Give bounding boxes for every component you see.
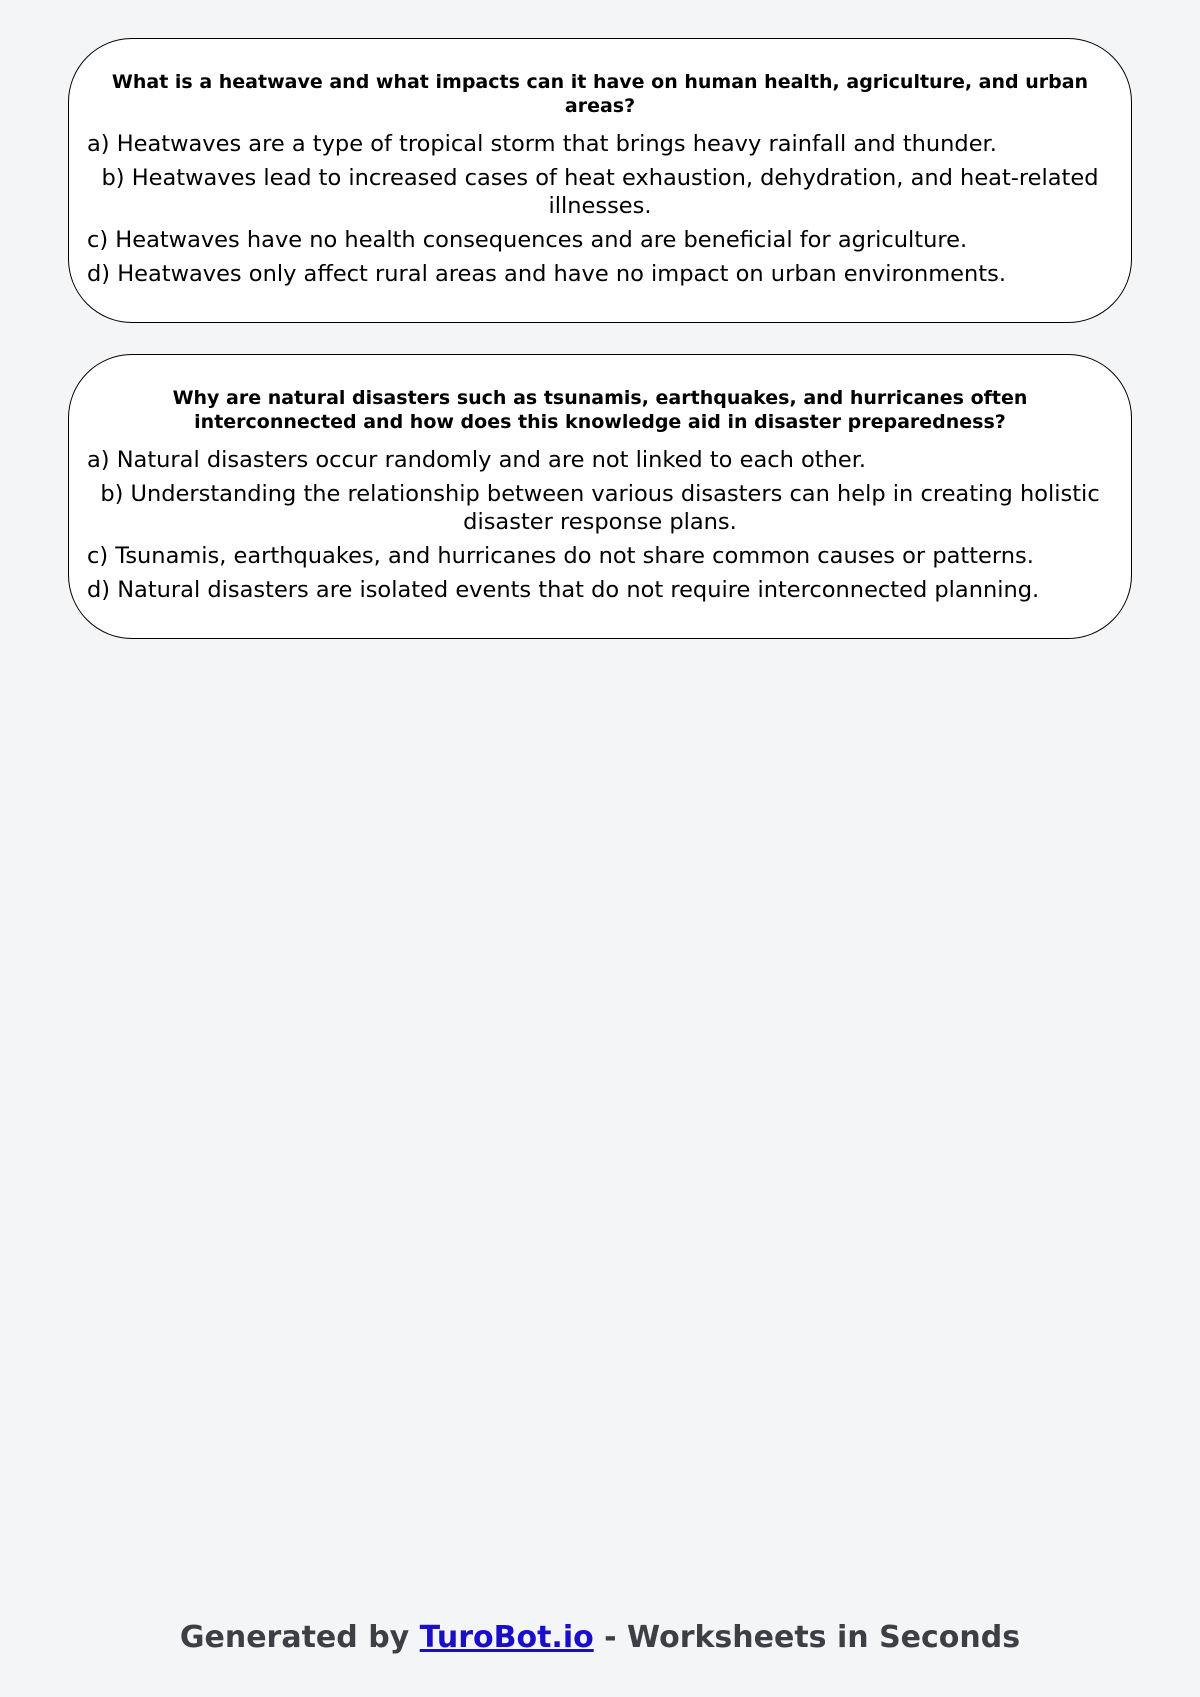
- turobot-link[interactable]: TuroBot.io: [419, 1620, 594, 1655]
- answer-option-b: b) Heatwaves lead to increased cases of heat exhaustion, dehydration, and heat-related illnesses.: [101, 165, 1099, 219]
- answer-option-a: a) Heatwaves are a type of tropical storm that brings heavy rainfall and thunder.: [87, 131, 997, 157]
- footer-credit: [0, 1618, 1200, 1658]
- question-list: [68, 38, 1132, 670]
- answer-options: [87, 446, 1113, 604]
- footer-suffix: - Worksheets in Seconds: [593, 1620, 1021, 1655]
- answer-option-d: d) Natural disasters are isolated events that do not require interconnected planning.: [87, 577, 1040, 603]
- answer-option-d: d) Heatwaves only affect rural areas and have no impact on urban environments.: [87, 261, 1006, 287]
- question-card-2: [68, 354, 1132, 639]
- answer-option-b: b) Understanding the relationship between various disasters can help in creating holistic disaster response plans.: [100, 481, 1100, 535]
- question-card-1: [68, 38, 1132, 323]
- question-text: Why are natural disasters such as tsunamis, earthquakes, and hurricanes often interconnected and how does this knowledge aid in disaster preparedness?: [172, 387, 1028, 433]
- answer-option-c: c) Heatwaves have no health consequences and are beneficial for agriculture.: [87, 227, 968, 253]
- answer-options: [87, 130, 1113, 288]
- footer-prefix: Generated by: [179, 1620, 420, 1655]
- question-text: What is a heatwave and what impacts can it have on human health, agriculture, and urban areas?: [111, 71, 1089, 117]
- answer-option-c: c) Tsunamis, earthquakes, and hurricanes do not share common causes or patterns.: [87, 543, 1034, 569]
- answer-option-a: a) Natural disasters occur randomly and are not linked to each other.: [87, 447, 867, 473]
